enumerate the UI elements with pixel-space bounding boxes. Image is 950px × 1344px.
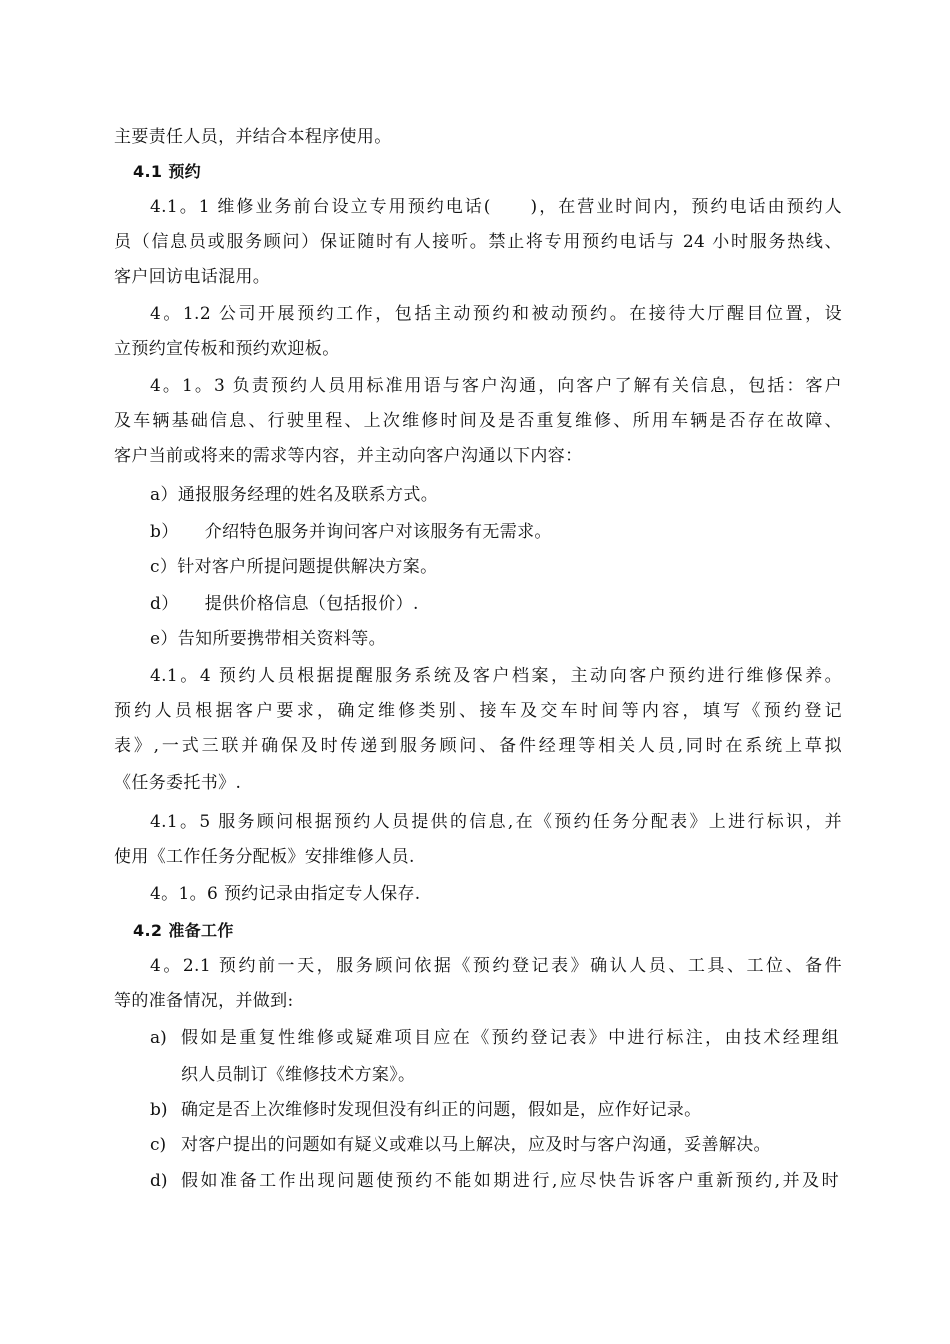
list-item: c）针对客户所提问题提供解决方案。 [150,557,438,577]
text-line: 《任务委托书》. [114,773,242,793]
list-item-text: 织人员制订《维修技术方案》。 [181,1065,416,1085]
text-line: 客户当前或将来的需求等内容，并主动向客户沟通以下内容： [114,446,583,466]
text-line: 客户回访电话混用。 [114,267,271,287]
list-item-text: 确定是否上次维修时发现但没有纠正的问题，假如是，应作好记录。 [181,1100,702,1120]
list-item: e）告知所要携带相关资料等。 [150,629,386,649]
text-line: 员（信息员或服务顾问）保证随时有人接听。禁止将专用预约电话与 24 小时服务热线、 [114,232,842,252]
list-item: d） 提供价格信息（包括报价）. [150,594,419,614]
list-item-text: 假如准备工作出现问题使预约不能如期进行,应尽快告诉客户重新预约,并及时 [181,1171,839,1191]
list-item: a）通报服务经理的姓名及联系方式。 [150,485,439,505]
text-line: 及车辆基础信息、行驶里程、上次维修时间及是否重复维修、所用车辆是否存在故障、 [114,411,842,431]
text-line: 预约人员根据客户要求，确定维修类别、接车及交车时间等内容，填写《预约登记 [114,701,842,721]
list-marker: c) [150,1135,167,1155]
text-line: 主要责任人员，并结合本程序使用。 [114,127,392,147]
list-marker: a) [150,1028,167,1048]
text-line: 4。1.2 公司开展预约工作，包括主动预约和被动预约。在接待大厅醒目位置，设 [150,304,842,324]
text-line: 4.1。4 预约人员根据提醒服务系统及客户档案，主动向客户预约进行维修保养。 [150,666,842,686]
list-item-text: 假如是重复性维修或疑难项目应在《预约登记表》中进行标注，由技术经理组 [181,1028,839,1048]
text-line: 表》,一式三联并确保及时传递到服务顾问、备件经理等相关人员,同时在系统上草拟 [114,736,842,756]
text-line: 4.1。1 维修业务前台设立专用预约电话( )，在营业时间内，预约电话由预约人 [150,197,842,217]
text-line: 等的准备情况，并做到: [114,991,294,1011]
list-marker: d) [150,1171,168,1191]
text-line: 使用《工作任务分配板》安排维修人员. [114,847,415,867]
list-item-text: 对客户提出的问题如有疑义或难以马上解决，应及时与客户沟通，妥善解决。 [181,1135,771,1155]
list-item: b） 介绍特色服务并询问客户对该服务有无需求。 [150,522,552,542]
text-line: 4。2.1 预约前一天，服务顾问依据《预约登记表》确认人员、工具、工位、备件 [150,956,842,976]
section-heading-4-2: 4.2 准备工作 [133,921,234,940]
section-heading-4-1: 4.1 预约 [133,162,202,181]
text-line: 4.1。5 服务顾问根据预约人员提供的信息,在《预约任务分配表》上进行标识，并 [150,812,842,832]
text-line: 4。1。3 负责预约人员用标准用语与客户沟通，向客户了解有关信息，包括：客户 [150,376,842,396]
text-line: 立预约宣传板和预约欢迎板。 [114,339,340,359]
list-marker: b) [150,1100,168,1120]
text-line: 4。1。6 预约记录由指定专人保存. [150,884,421,904]
